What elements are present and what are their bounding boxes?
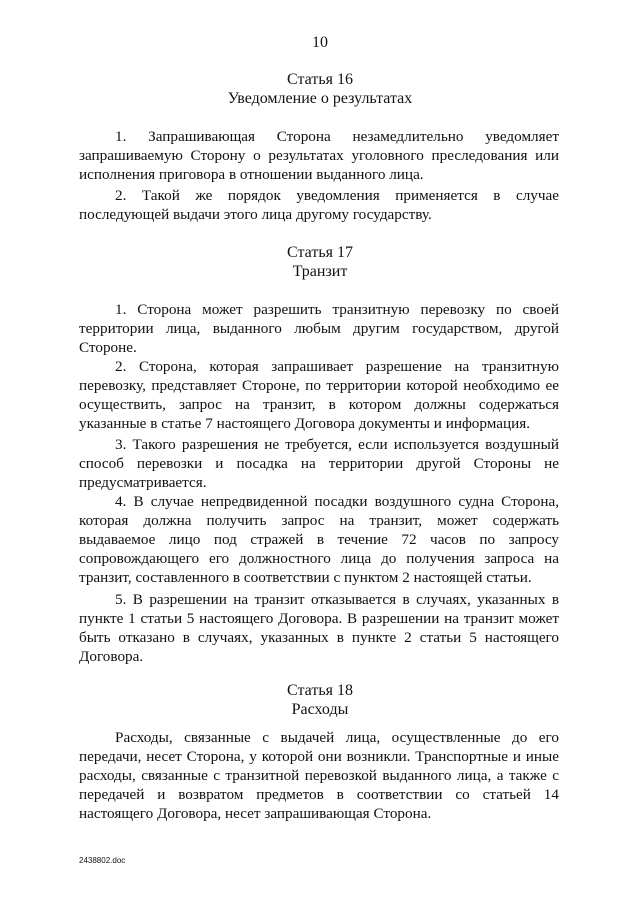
article-title: Статья 17	[287, 244, 353, 261]
article-16-heading	[0, 70, 640, 108]
paragraph: 5. В разрешении на транзит отказывается в случаях, указанных в пункте 1 статьи 5 настоящего Договора. В разрешении на транзит может быть отказано в случаях, указанных в пункте 2 статьи 5 настоящего Договора.	[79, 591, 559, 665]
paragraph: 1. Запрашивающая Сторона незамедлительно уведомляет запрашиваемую Сторону о результатах уголовного преследования или исполнения приговора в отношении выданного лица.	[79, 128, 559, 183]
article-18-heading	[0, 681, 640, 719]
paragraph: 2. Такой же порядок уведомления применяется в случае последующей выдачи этого лица другому государству.	[79, 187, 559, 223]
document-footer: 2438802.doc	[79, 856, 126, 865]
page-number: 10	[312, 34, 328, 51]
article-17-heading	[0, 243, 640, 281]
article-subtitle: Уведомление о результатах	[227, 90, 413, 107]
article-subtitle: Расходы	[291, 701, 349, 718]
paragraph: 1. Сторона может разрешить транзитную перевозку по своей территории лица, выданного любым другим государством, другой Стороне.	[79, 301, 559, 356]
paragraph: 2. Сторона, которая запрашивает разрешение на транзитную перевозку, представляет Стороне, по территории которой необходимо ее осуществить, запрос на транзит, в котором должны содержаться указанные в статье 7 настоящего Договора документы и информация.	[79, 358, 559, 432]
paragraph: 4. В случае непредвиденной посадки воздушного судна Сторона, которая должна получить запрос на транзит, может содержать выдаваемое лицо под стражей в течение 72 часов по запросу сопровождающего его должностного лица до получения запроса на транзит, составленного в соответствии с пунктом 2 настоящей статьи.	[79, 493, 559, 586]
article-title: Статья 16	[287, 71, 353, 88]
article-subtitle: Транзит	[292, 263, 348, 280]
article-title: Статья 18	[287, 682, 353, 699]
paragraph: Расходы, связанные с выдачей лица, осуществленные до его передачи, несет Сторона, у которой они возникли. Транспортные и иные расходы, связанные с транзитной перевозкой выданного лица, а также с передачей и возвратом предметов в соответствии со статьей 14 настоящего Договора, несет запрашивающая Сторона.	[79, 729, 559, 822]
paragraph: 3. Такого разрешения не требуется, если используется воздушный способ перевозки и посадка на территории другой Стороны не предусматривается.	[79, 436, 559, 491]
